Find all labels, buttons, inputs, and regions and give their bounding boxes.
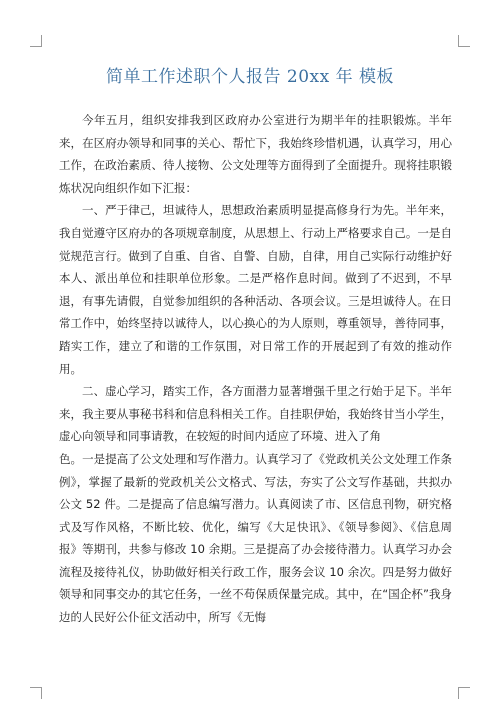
paragraph-section-two: 二、虚心学习，踏实工作，各方面潜力显著增强千里之行始于足下。半年来，我主要从事秘书科和信息科相关工作。自挂职伊始，我始终甘当小学生，虚心向领导和同事请教，在较短的时间内适应了环境、进入了角: [59, 384, 452, 444]
page-corner-mark-top-right: [458, 35, 470, 47]
document-title: 简单工作述职个人报告 20xx 年 模板: [105, 67, 395, 87]
page-corner-mark-bottom-right: [458, 687, 470, 699]
page-corner-mark-top-left: [30, 35, 42, 47]
paragraph-section-one: 一、严于律己，坦诚待人，思想政治素质明显提高修身行为先。半年来，我自觉遵守区府办的各项规章制度，从思想上、行动上严格要求自己。一是自觉规范言行。做到了自重、自省、自警、自励，自律，用自己实际行动维护好本人、派出单位和挂职单位形象。二是严格作息时间。做到了不迟到，不早退，有事先请假，自觉参加组织的各种活动、各项会议。三是坦诚待人。在日常工作中，始终坚持以诚待人，以心换心的为人原则，尊重领导，善待同事，踏实工作，建立了和谐的工作氛围，对日常工作的开展起到了有效的推动作用。: [59, 203, 452, 376]
page-corner-mark-bottom-left: [30, 687, 42, 699]
paragraph-section-two-continued: 色。一是提高了公文处理和写作潜力。认真学习了《党政机关公文处理工作条例》，掌握了最新的党政机关公文格式、写法，夯实了公文写作基础，共拟办公文 52 件。二是提高了信息编写潜力。认真阅读了市、区信息刊物，研究格式及写作风格，不断比较、优化，编写《大足快讯》、《领导参阅》、《信息周报》等期刊，共参与修改 10 余期。三是提高了办会接待潜力。认真学习办会流程及接待礼仪，协助做好相关行政工作，服务会议 10 余次。四是努力做好领导和同事交办的其它任务，一丝不苟保质保量完成。其中，在“国企杯”我身边的人民好公仆征文活动中，所写《无悔: [59, 451, 452, 625]
document-body: [59, 109, 452, 629]
paragraph-intro: 今年五月，组织安排我到区政府办公室进行为期半年的挂职锻炼。半年来，在区府办领导和同事的关心、帮忙下，我始终珍惜机遇，认真学习，用心工作，在政治素质、待人接物、公文处理等方面得到了全面提升。现将挂职锻炼状况向组织作如下汇报：: [59, 113, 452, 195]
